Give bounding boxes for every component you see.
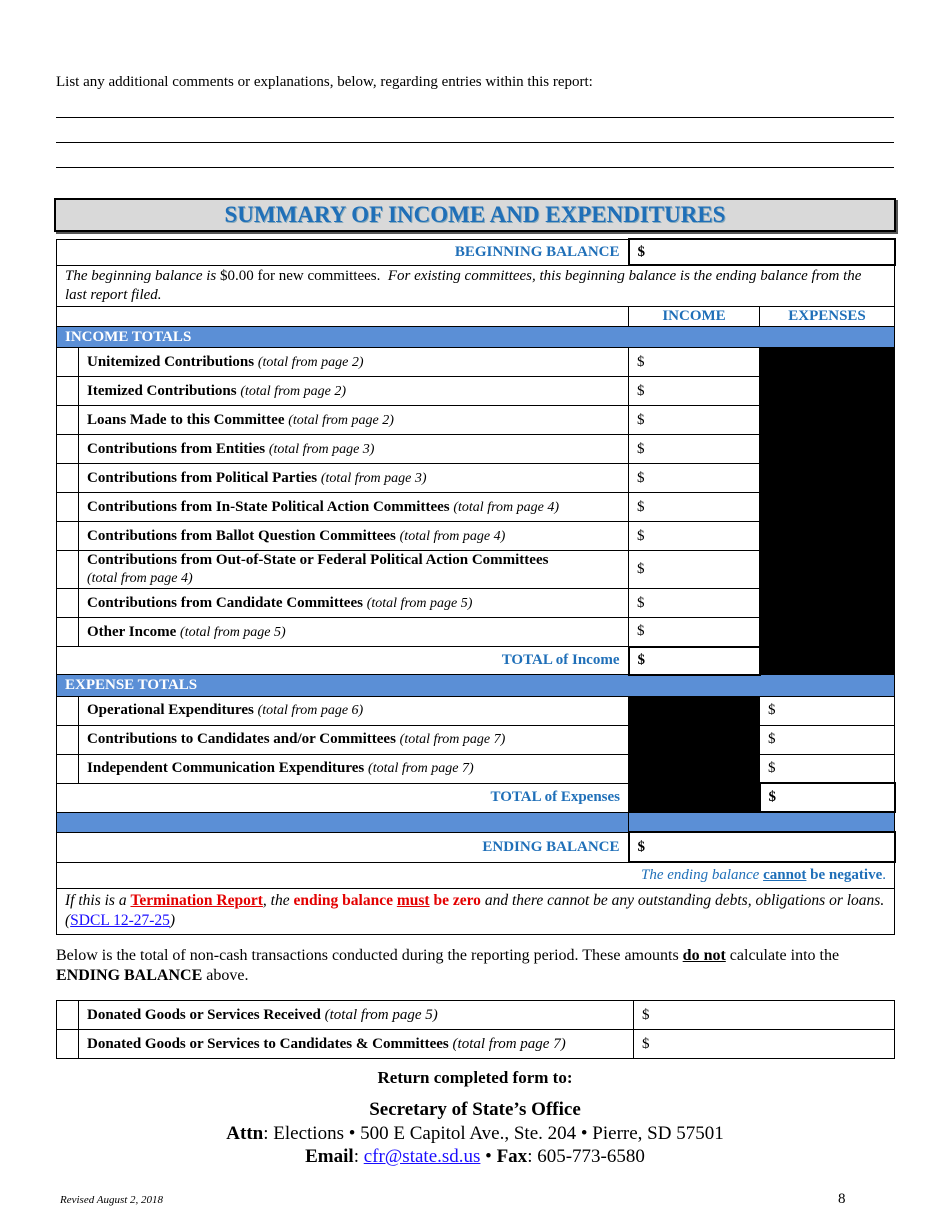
ending-balance-label: ENDING BALANCE <box>482 838 620 855</box>
ending-balance-note-row <box>57 862 895 888</box>
expense-row-label: Operational Expenditures <box>87 702 254 718</box>
total-income-row <box>57 647 895 675</box>
ending-balance-value: $ <box>637 838 645 855</box>
income-row <box>57 618 895 647</box>
term-d: ) <box>169 911 176 929</box>
income-amount: $ <box>637 411 645 428</box>
income-row-label: Contributions from Out-of-State or Federal Political Action Committees <box>87 552 549 568</box>
income-row <box>57 348 895 377</box>
income-row-note: (total from page 5) <box>180 624 286 640</box>
income-totals-header: INCOME TOTALS <box>57 327 895 348</box>
spacer-band <box>57 812 895 832</box>
expense-row <box>57 696 895 725</box>
eb-note-end: . <box>882 866 886 883</box>
income-amount: $ <box>637 440 645 457</box>
noncash-intro <box>56 946 894 986</box>
income-amount-field[interactable] <box>629 464 760 493</box>
income-amount: $ <box>637 594 645 611</box>
expense-blocked-cell <box>629 696 760 725</box>
income-totals-band <box>57 327 895 348</box>
noncash-note: (total from page 7) <box>452 1035 566 1052</box>
eb-note-a: The ending balance <box>641 866 764 883</box>
income-row-note: (total from page 4) <box>399 528 506 544</box>
eb-note-b: be negative <box>806 866 883 883</box>
email-label: Email <box>305 1146 354 1167</box>
expense-row-label: Independent Communication Expenditures <box>87 760 365 776</box>
income-amount: $ <box>637 498 645 515</box>
comment-line-2[interactable] <box>56 142 894 143</box>
income-amount: $ <box>637 561 645 577</box>
expense-totals-header: EXPENSE TOTALS <box>57 675 895 697</box>
contact-sep: • <box>480 1146 497 1167</box>
income-blocked-cell <box>760 406 895 435</box>
noncash-amount: $ <box>642 1035 650 1052</box>
termination-row <box>57 888 895 934</box>
income-row <box>57 522 895 551</box>
total-income-field[interactable] <box>629 647 760 675</box>
income-row-label: Contributions from In-State Political Action Committees <box>87 498 450 515</box>
attn-text: : Elections • 500 E Capitol Ave., Ste. 204 • Pierre, SD 57501 <box>263 1123 724 1144</box>
income-blocked-cell <box>760 618 895 647</box>
term-b: , the <box>262 891 294 909</box>
expense-row <box>57 725 895 754</box>
income-blocked-cell <box>760 493 895 522</box>
noncash-label: Donated Goods or Services to Candidates & Committees <box>87 1035 449 1052</box>
bb-note-b: For existing committees, this beginning balance is the ending balance from the last report filed. <box>65 268 862 303</box>
income-column-header: INCOME <box>629 307 760 327</box>
page-number: 8 <box>838 1191 846 1207</box>
income-row-label: Contributions from Ballot Question Committees <box>87 527 396 544</box>
expense-amount-field[interactable] <box>760 725 895 754</box>
expense-blocked-cell <box>629 725 760 754</box>
noncash-amount-field[interactable] <box>634 1001 895 1030</box>
revised-date: Revised August 2, 2018 <box>60 1194 164 1206</box>
income-row-note: (total from page 5) <box>366 595 473 611</box>
income-amount: $ <box>637 382 645 399</box>
email-link[interactable]: cfr@state.sd.us <box>363 1146 481 1167</box>
total-expenses-row <box>57 783 895 812</box>
income-row-note: (total from page 3) <box>320 470 427 486</box>
income-blocked-cell <box>760 464 895 493</box>
beginning-balance-field[interactable] <box>629 239 895 265</box>
noncash-intro-c: above. <box>202 967 249 984</box>
expense-row-note: (total from page 6) <box>257 703 364 718</box>
income-amount-field[interactable] <box>629 522 760 551</box>
income-amount-field[interactable] <box>629 589 760 618</box>
comments-prompt: List any additional comments or explanations, below, regarding entries within this report: <box>56 74 593 90</box>
income-row-note: (total from page 4) <box>87 571 193 586</box>
income-row <box>57 435 895 464</box>
expense-row-note: (total from page 7) <box>399 732 506 747</box>
expenses-column-header: EXPENSES <box>760 307 895 327</box>
total-income-label: TOTAL of Income <box>501 652 620 668</box>
eb-note-cannot: cannot <box>763 866 807 883</box>
income-row-label: Contributions from Candidate Committees <box>87 594 363 611</box>
beginning-balance-label: BEGINNING BALANCE <box>454 243 620 260</box>
noncash-note: (total from page 5) <box>324 1006 438 1023</box>
noncash-intro-b: calculate into the <box>725 947 840 964</box>
income-amount: $ <box>637 623 645 640</box>
income-row-note: (total from page 2) <box>240 383 346 399</box>
term-c: and there cannot be any outstanding debts, obligations or loans. ( <box>65 891 885 929</box>
noncash-label: Donated Goods or Services Received <box>87 1006 321 1023</box>
income-row-label: Contributions from Political Parties <box>87 469 318 486</box>
term-a: If this is a <box>65 891 131 909</box>
income-row-label: Contributions from Entities <box>87 440 266 457</box>
noncash-amount: $ <box>642 1006 650 1023</box>
total-expenses-label: TOTAL of Expenses <box>490 789 620 805</box>
beginning-balance-row <box>57 239 895 265</box>
income-blocked-cell <box>760 348 895 377</box>
summary-title: SUMMARY OF INCOME AND EXPENDITURES <box>224 202 726 227</box>
term-ending: ending balance <box>293 891 397 909</box>
income-blocked-cell <box>760 435 895 464</box>
income-row-note: (total from page 4) <box>453 499 559 515</box>
income-row-note: (total from page 2) <box>257 354 364 370</box>
income-row <box>57 464 895 493</box>
income-row <box>57 493 895 522</box>
noncash-do-not: do not <box>682 947 726 964</box>
expense-amount-field[interactable] <box>760 754 895 783</box>
noncash-ending: ENDING BALANCE <box>56 967 203 984</box>
income-row-label: Itemized Contributions <box>87 382 237 399</box>
income-blocked-cell <box>760 377 895 406</box>
expense-row-note: (total from page 7) <box>368 761 474 776</box>
income-row <box>57 551 895 589</box>
fax-number: : 605-773-6580 <box>527 1146 645 1167</box>
income-amount-field[interactable] <box>629 435 760 464</box>
expense-row-label: Contributions to Candidates and/or Committees <box>87 731 396 747</box>
income-row <box>57 377 895 406</box>
expense-blocked-cell <box>629 754 760 783</box>
noncash-intro-a: Below is the total of non-cash transactions conducted during the reporting period. These amounts <box>56 947 683 964</box>
total-expenses-value: $ <box>768 789 776 805</box>
income-blocked-cell <box>760 522 895 551</box>
comment-line-1[interactable] <box>56 117 894 118</box>
income-amount: $ <box>637 527 645 544</box>
total-expenses-field[interactable] <box>760 783 895 812</box>
beginning-balance-note-row <box>57 265 895 307</box>
return-contact: Email: cfr@state.sd.us • Fax: 605-773-6580 <box>305 1146 645 1167</box>
income-row-label: Loans Made to this Committee <box>87 411 285 428</box>
term-zero: be zero <box>429 891 481 909</box>
ending-balance-field[interactable] <box>629 832 895 862</box>
income-amount: $ <box>637 469 645 486</box>
sdcl-link[interactable]: SDCL 12-27-25 <box>70 911 170 929</box>
income-total-blocked-cell <box>760 647 895 675</box>
bb-note-a: The beginning balance is <box>65 268 220 284</box>
noncash-row <box>57 1030 895 1059</box>
summary-title-box <box>54 198 896 232</box>
expenses-total-blocked-cell <box>629 783 760 812</box>
noncash-table <box>56 1000 895 1059</box>
income-amount: $ <box>637 353 645 370</box>
attn-label: Attn <box>226 1123 264 1144</box>
term-report: Termination Report <box>130 891 263 909</box>
return-attn <box>0 1123 950 1145</box>
income-amount-field[interactable] <box>629 406 760 435</box>
summary-table <box>56 238 896 935</box>
return-heading: Return completed form to: <box>377 1068 573 1087</box>
income-row-note: (total from page 3) <box>268 441 375 457</box>
income-blocked-cell <box>760 551 895 589</box>
comment-line-3[interactable] <box>56 167 894 168</box>
noncash-amount-field[interactable] <box>634 1030 895 1059</box>
noncash-row <box>57 1001 895 1030</box>
income-amount-field[interactable] <box>629 348 760 377</box>
expense-totals-band <box>57 675 895 697</box>
income-row-note: (total from page 2) <box>288 412 394 428</box>
total-income-value: $ <box>637 652 645 668</box>
beginning-balance-value: $ <box>637 243 645 260</box>
expense-amount: $ <box>768 731 776 747</box>
income-row <box>57 589 895 618</box>
income-amount-field[interactable] <box>629 377 760 406</box>
income-row-label: Unitemized Contributions <box>87 353 255 370</box>
fax-label: Fax <box>496 1146 528 1167</box>
expense-row <box>57 754 895 783</box>
income-blocked-cell <box>760 589 895 618</box>
income-row-label: Other Income <box>87 623 177 640</box>
return-office: Secretary of State’s Office <box>369 1099 581 1120</box>
income-amount-field[interactable] <box>629 618 760 647</box>
expense-amount: $ <box>768 759 776 776</box>
expense-amount-field[interactable] <box>760 696 895 725</box>
term-must: must <box>396 891 430 909</box>
column-header-row <box>57 307 895 327</box>
bb-note-amount: $0.00 for new committees. <box>219 268 381 284</box>
income-amount-field[interactable] <box>629 493 760 522</box>
income-amount-field[interactable] <box>629 551 760 589</box>
expense-amount: $ <box>768 702 776 718</box>
income-row <box>57 406 895 435</box>
ending-balance-row <box>57 832 895 862</box>
